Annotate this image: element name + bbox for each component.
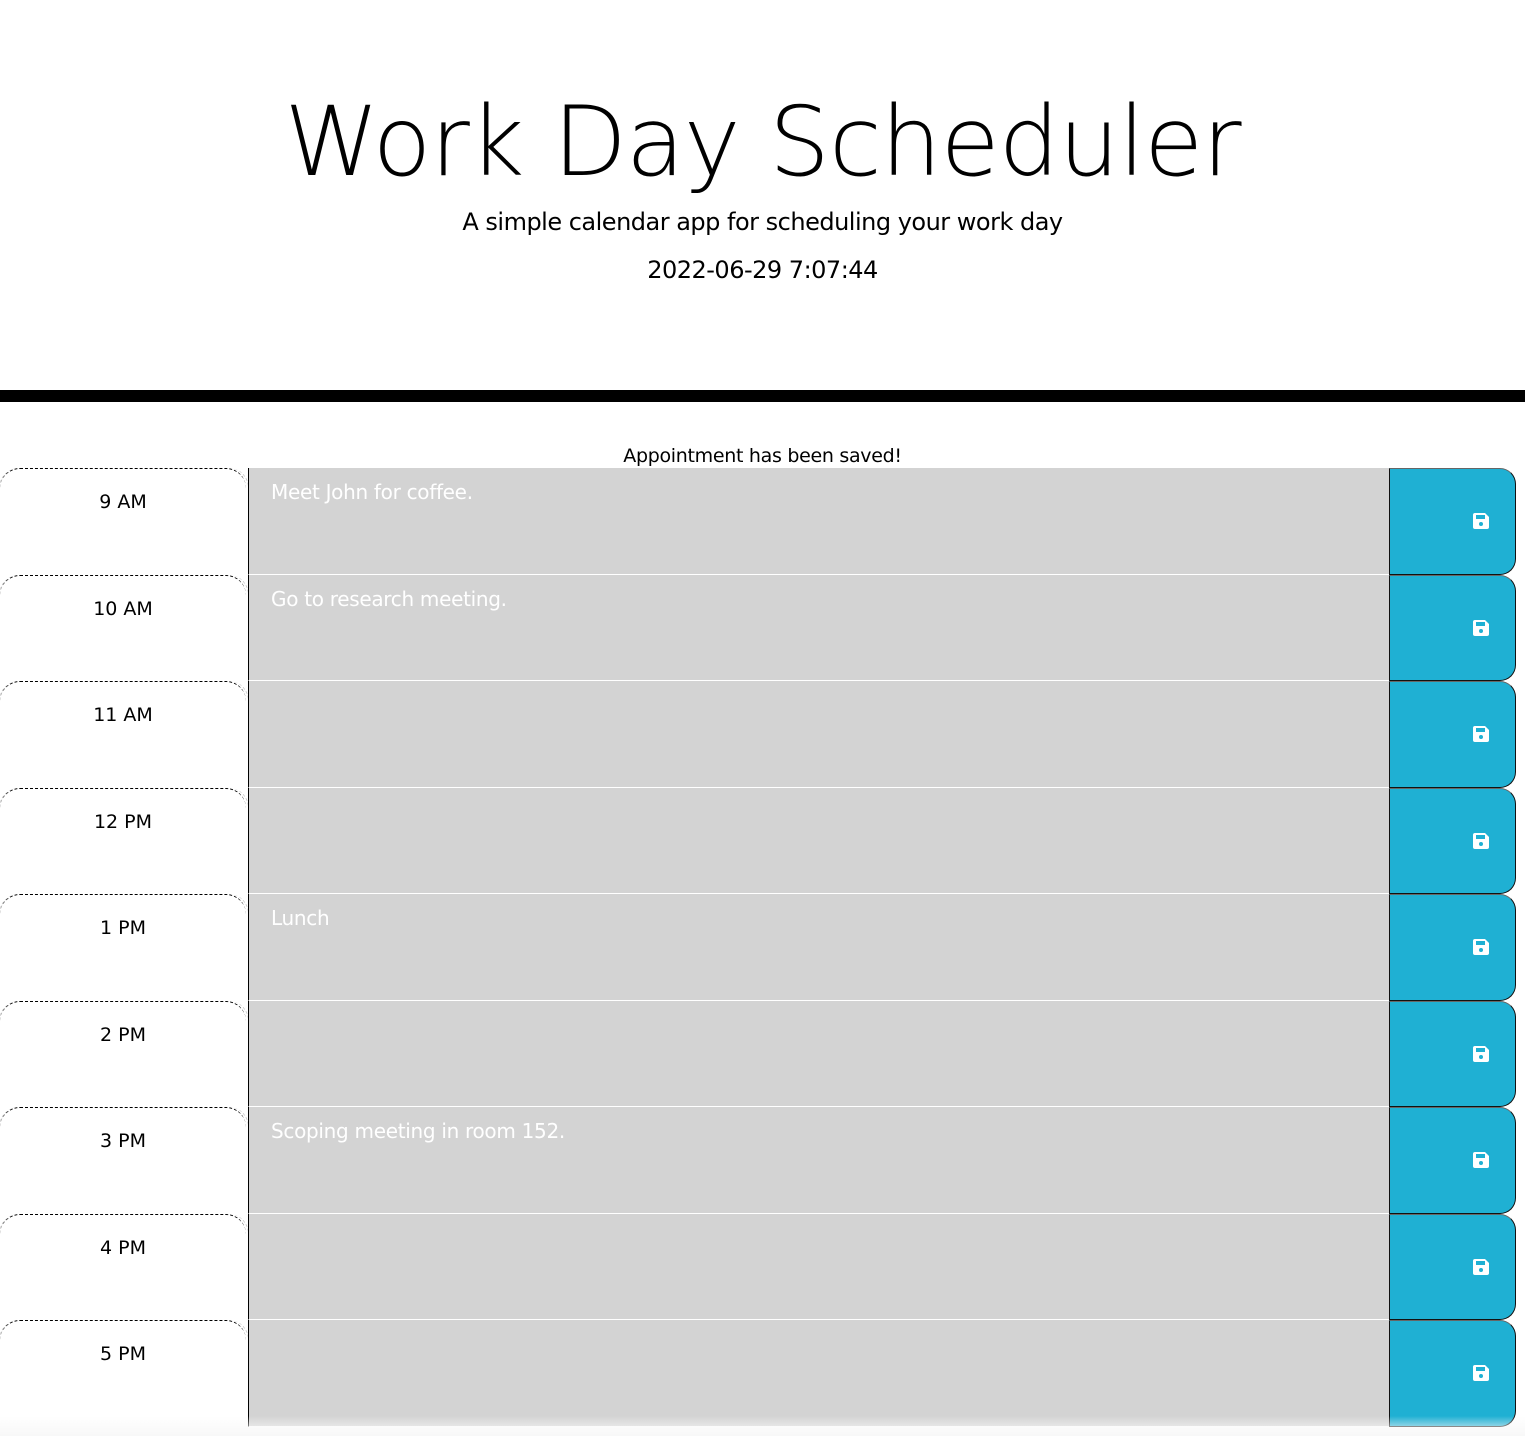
event-description-input[interactable] [248, 575, 1389, 682]
time-block-5pm [0, 1320, 1525, 1427]
floppy-disk-icon [1472, 1045, 1490, 1063]
time-block-10am [0, 575, 1525, 682]
event-description-input[interactable] [248, 1214, 1389, 1321]
time-block-9am [0, 468, 1525, 575]
event-description-input[interactable] [248, 1320, 1389, 1427]
hour-label: 1 PM [0, 894, 246, 1001]
save-button[interactable] [1389, 468, 1516, 575]
floppy-disk-icon [1472, 832, 1490, 850]
hour-label: 3 PM [0, 1107, 246, 1214]
time-block-3pm [0, 1107, 1525, 1214]
save-button[interactable] [1389, 894, 1516, 1001]
hour-label: 10 AM [0, 575, 246, 682]
header [0, 0, 1525, 390]
time-block-4pm [0, 1214, 1525, 1321]
save-button[interactable] [1389, 1320, 1516, 1427]
save-button[interactable] [1389, 1107, 1516, 1214]
floppy-disk-icon [1472, 1364, 1490, 1382]
time-block-list [0, 468, 1525, 1427]
time-block-11am [0, 681, 1525, 788]
save-button[interactable] [1389, 681, 1516, 788]
page-subtitle: A simple calendar app for scheduling your work day [462, 208, 1063, 236]
save-button[interactable] [1389, 1214, 1516, 1321]
floppy-disk-icon [1472, 1151, 1490, 1169]
save-confirmation-message: Appointment has been saved! [623, 445, 902, 467]
hour-label: 11 AM [0, 681, 246, 788]
floppy-disk-icon [1472, 1258, 1490, 1276]
hour-label: 12 PM [0, 788, 246, 895]
event-description-input[interactable] [248, 788, 1389, 895]
save-button[interactable] [1389, 575, 1516, 682]
event-description-input[interactable] [248, 681, 1389, 788]
event-description-input[interactable] [248, 468, 1389, 575]
header-divider [0, 390, 1525, 402]
floppy-disk-icon [1472, 619, 1490, 637]
floppy-disk-icon [1472, 725, 1490, 743]
hour-label: 2 PM [0, 1001, 246, 1108]
event-description-input[interactable] [248, 894, 1389, 1001]
floppy-disk-icon [1472, 938, 1490, 956]
save-button[interactable] [1389, 1001, 1516, 1108]
page-title: Work Day Scheduler [284, 86, 1241, 198]
hour-label: 5 PM [0, 1320, 246, 1427]
event-description-input[interactable] [248, 1001, 1389, 1108]
hour-label: 9 AM [0, 468, 246, 575]
save-button[interactable] [1389, 788, 1516, 895]
hour-label: 4 PM [0, 1214, 246, 1321]
current-datetime: 2022-06-29 7:07:44 [647, 256, 878, 284]
time-block-1pm [0, 894, 1525, 1001]
time-block-2pm [0, 1001, 1525, 1108]
event-description-input[interactable] [248, 1107, 1389, 1214]
floppy-disk-icon [1472, 512, 1490, 530]
time-block-12pm [0, 788, 1525, 895]
